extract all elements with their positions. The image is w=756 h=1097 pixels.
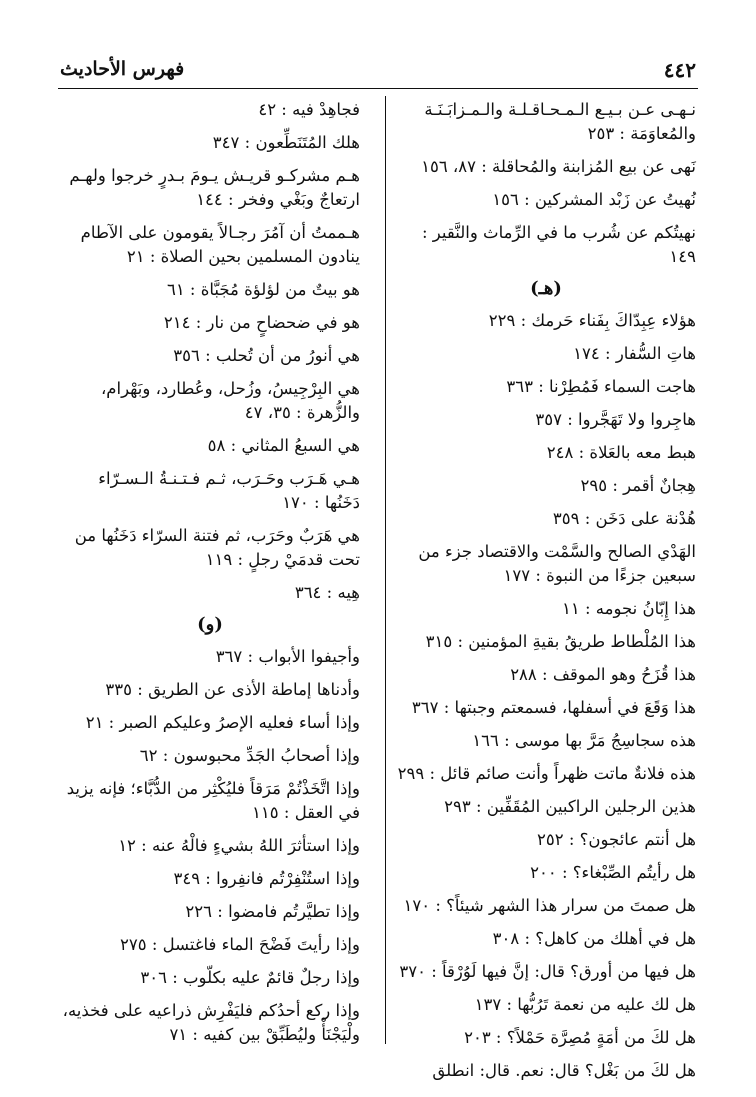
index-entry: هل أنتم عائجون؟ : ٢٥٢	[537, 830, 696, 849]
index-entry: هل رأيتُم الصِّبْغاء؟ : ٢٠٠	[530, 863, 696, 882]
index-entry: نَهى عن بيع المُزابنة والمُحاقلة : ٨٧، ١٥٦	[421, 157, 696, 176]
index-entry: هبط معه بالعَلاة : ٢٤٨	[546, 443, 696, 462]
index-entry: هذا وَقَعَ في أسفلها، فسمعتم وجبتها : ٣٦٧	[411, 698, 696, 717]
left-column	[60, 98, 360, 1056]
right-entries-bottom	[396, 309, 696, 1083]
index-entry: هاتِ السُّفار : ١٧٤	[573, 344, 696, 363]
index-entry: نـهـى عـن بـيـع الـمـحـاقـلـة والـمـزابَـنَـة والمُعاوَمَة : ٢٥٣	[424, 100, 696, 143]
section-heading-waw: (و)	[197, 614, 223, 635]
index-entry: هو بيتٌ من لؤلؤة مُجَبَّاة : ٦١	[166, 280, 360, 299]
index-entry: هـم مشركـو قريـش يـومَ بـدرٍ خرجوا ولهـم ارتعاجٌ وبَغْي وفخر : ١٤٤	[69, 166, 360, 209]
index-entry: هُدْنة على دَخَن : ٣٥٩	[552, 509, 696, 528]
index-entry: وأدناها إماطة الأذى عن الطريق : ٣٣٥	[105, 680, 360, 699]
index-entry: هذين الرجلين الراكبين المُقَفِّين : ٢٩٣	[444, 797, 696, 816]
index-entry: هي السبعُ المثاني : ٥٨	[207, 436, 360, 455]
index-entry: وإذا ركع أحدُكم فليَفْرِش ذراعيه على فخذيه، ولْيَجْنَأْ وليُطَبِّقْ بين كفيه : ٧١	[62, 1001, 360, 1044]
index-entry: هلك المُتَنَطِّعون : ٣٤٧	[212, 133, 360, 152]
left-entries-bottom	[60, 645, 360, 1047]
index-entry: وإذا اتَّخَذْتُمْ مَرَقاً فليُكْثِر من الدُّبَّاء؛ فإنه يزيد في العقل : ١١٥	[66, 779, 360, 822]
header-rule	[58, 88, 698, 89]
index-entry: هؤلاء عِبِدّاكَ بِفَناء حَرمك : ٢٢٩	[488, 311, 696, 330]
right-entries-top	[396, 98, 696, 269]
index-entry: وإذا أصحابُ الجَدِّ محبوسون : ٦٢	[139, 746, 360, 765]
index-entry: وإذا أساء فعليه الإصرُ وعليكم الصبر : ٢١	[85, 713, 360, 732]
right-column	[396, 98, 696, 1092]
index-entry: هي أنورُ من أن تُحلب : ٣٥٦	[173, 346, 360, 365]
index-entry: هذا المُلْطاط طريقُ بقيةِ المؤمنين : ٣١٥	[425, 632, 696, 651]
index-entry: وإذا تطيَّرتُم فامضوا : ٢٢٦	[185, 902, 360, 921]
index-entry: هل لكَ من أمَةٍ مُصِرَّة حَمْلاً؟ : ٢٠٣	[464, 1028, 696, 1047]
index-entry: هذه سجاسِجُ مَرَّ بها موسى : ١٦٦	[472, 731, 696, 750]
index-entry: هل لكَ من بَغْل؟ قال: نعم. قال: انطلق	[432, 1061, 696, 1080]
index-entry: هاجِروا ولا تَهَجَّروا : ٣٥٧	[535, 410, 696, 429]
index-entry: وإذا رجلٌ قائمٌ عليه بكلّوب : ٣٠٦	[140, 968, 360, 987]
index-entry: فجاهِدْ فيه : ٤٢	[258, 100, 360, 119]
index-entry: هذا إِبّانُ نجومه : ١١	[562, 599, 696, 618]
index-entry: هِجانٌ أقمر : ٢٩٥	[580, 476, 696, 495]
index-entry: هل فيها من أورق؟ قال: إنَّ فيها لَوُرْقاً : ٣٧٠	[399, 962, 696, 981]
page-number: ٤٤٢	[663, 58, 696, 82]
index-entry: هي هَرَبٌ وحَرَب، ثم فتنة السرّاء دَخَنُها من تحت قدمَيْ رجلٍ : ١١٩	[74, 526, 360, 569]
index-entry: وإذا استُنْفِرْتُم فانفِروا : ٣٤٩	[173, 869, 360, 888]
index-entry: نُهيتُ عن زَبْد المشركين : ١٥٦	[492, 190, 696, 209]
index-entry: نهيتُكم عن شُرب ما في الرِّماث والنَّقير : ١٤٩	[422, 223, 696, 266]
index-entry: هِيه : ٣٦٤	[294, 583, 360, 602]
section-heading-ha: (هـ)	[530, 278, 562, 299]
index-entry: هي البِرْجِيسُ، وزُحل، وعُطارد، وبَهْرام، والزُّهرة : ٣٥، ٤٧	[100, 379, 360, 422]
index-entry: هل صمتَ من سرار هذا الشهر شيئاً؟ : ١٧٠	[403, 896, 696, 915]
index-entry: هل لك عليه من نعمة تَرُبُّها : ١٣٧	[474, 995, 696, 1014]
index-entry: هل في أهلك من كاهل؟ : ٣٠٨	[492, 929, 696, 948]
index-entry: هذه فلانةٌ ماتت ظهراً وأنت صائم قائل : ٢٩٩	[397, 764, 696, 783]
index-entry: هاجت السماء فَمُطِرْنا : ٣٦٣	[506, 377, 696, 396]
index-entry: هـممتُ أن آمُرَ رجـالاً يقومون على الآطام ينادون المسلمين بحين الصلاة : ٢١	[80, 223, 360, 266]
page-header	[58, 58, 698, 88]
index-entry: وإذا رأيتَ فَضْحَ الماء فاغتسل : ٢٧٥	[120, 935, 360, 954]
left-entries-top	[60, 98, 360, 605]
column-divider	[385, 96, 386, 1044]
index-entry: هو في ضحضاحٍ من نار : ٢١٤	[163, 313, 360, 332]
index-entry: الهَدْي الصالح والسَّمْت والاقتصاد جزء من سبعين جزءًا من النبوة : ١٧٧	[418, 542, 696, 585]
index-entry: وأجيفوا الأبواب : ٣٦٧	[215, 647, 360, 666]
index-entry: وإذا استأثرَ اللهُ بشيءٍ فالْهُ عنه : ١٢	[118, 836, 360, 855]
index-entry: هـي هَـرَب وحَـرَب، ثـم فـتـنـةُ الـسـرّاء دَخَنُها : ١٧٠	[98, 469, 360, 512]
index-entry: هذا قُزَحُ وهو الموقف : ٢٨٨	[510, 665, 696, 684]
running-title: فهرس الأحاديث	[60, 58, 185, 80]
